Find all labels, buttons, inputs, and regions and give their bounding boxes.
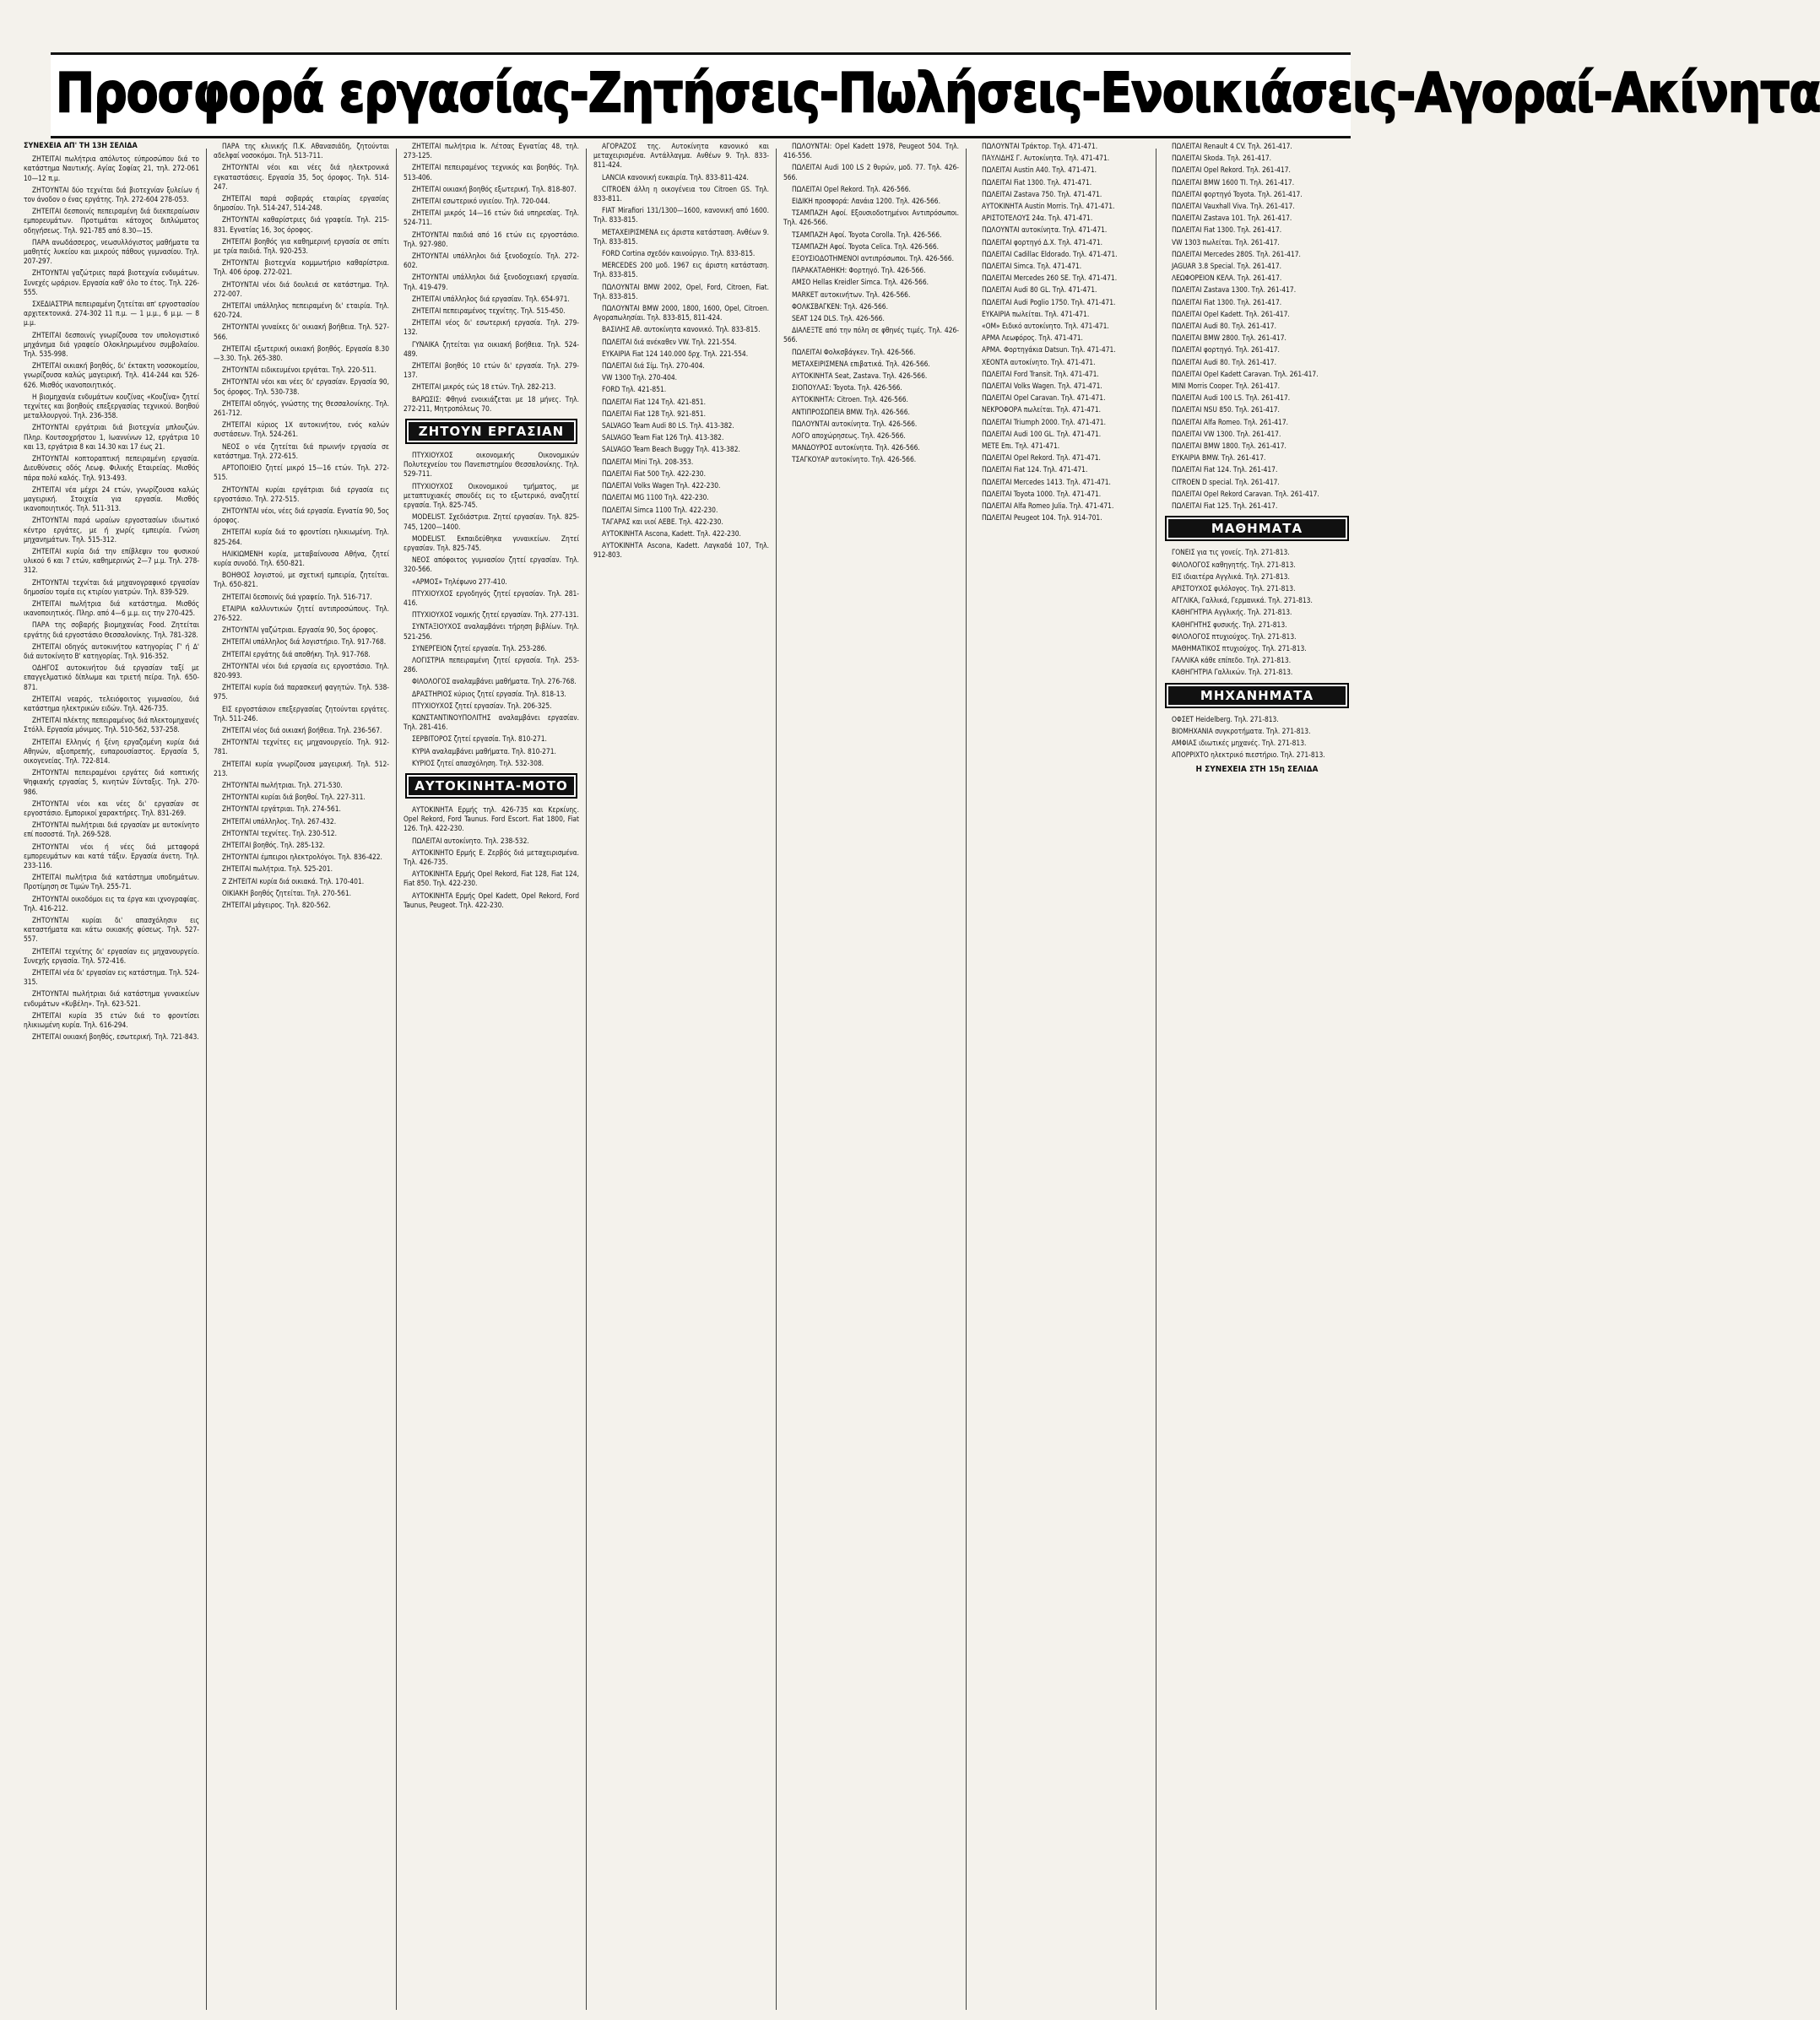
classified-ad: ΠΩΛΕΙΤΑΙ Audi 100 LS. Τηλ. 261-417. xyxy=(1172,393,1291,403)
classified-ad: ΠΩΛΕΙΤΑΙ BMW 2800. Τηλ. 261-417. xyxy=(1172,333,1286,343)
classified-ad: ΜΟDELIST. Σχεδιάστρια. Ζητεί εργασίαν. Τηλ. 825-745, 1200—1400. xyxy=(404,512,579,531)
classified-ad: SALVAGO Team Fiat 126 Τηλ. 413-382. xyxy=(602,433,724,442)
classified-ad: ΖΗΤΟΥΝΤΑΙ καθαρίστριες διά γραφεία. Τηλ. 215-831. Εγνατίας 16, 3ος όροφος. xyxy=(214,215,389,234)
classified-ad: ΝΕΟΣ απόφοιτος γυμνασίου ζητεί εργασίαν. Τηλ. 320-566. xyxy=(404,555,579,574)
classified-ad: ΖΗΤΟΥΝΤΑΙ ειδικευμένοι εργάται. Τηλ. 220-511. xyxy=(222,366,376,375)
classified-ad: ΖΗΤΕΙΤΑΙ κυρία γνωρίζουσα μαγειρική. Τηλ. 512-213. xyxy=(214,759,389,777)
classified-ad: ΝΕΟΣ ο νέα ζητείται διά πρωινήν εργασία σε κατάστημα. Τηλ. 272-615. xyxy=(214,441,389,460)
classified-ad: ΠΩΛΕΙΤΑΙ MG 1100 Τηλ. 422-230. xyxy=(602,493,709,502)
classifieds-columns xyxy=(0,142,1351,2020)
classified-ad: ΠΩΛΕΙΤΑΙ Opel Rekord. Τηλ. 471-471. xyxy=(982,453,1101,463)
classified-ad: ΠΩΛΟΥΝΤΑΙ αυτοκίνητα. Τηλ. 471-471. xyxy=(982,225,1108,235)
classified-ad: ΜΟDELIST. Εκπαιδεύθηκα γυναικείων. Ζητεί εργασίαν. Τηλ. 825-745. xyxy=(404,533,579,552)
classified-ad: ΖΗΤΟΥΝΤΑΙ βιοτεχνία κομμωτήριο καθαρίστρια. Τηλ. 406 όροφ. 272-021. xyxy=(214,258,389,277)
column-rule xyxy=(586,149,587,2010)
classified-ad: ΠΩΛΕΙΤΑΙ Skoda. Τηλ. 261-417. xyxy=(1172,154,1272,163)
column-5 xyxy=(783,142,959,2012)
classified-ad: ΠΩΛΕΙΤΑΙ Opel Caravan. Τηλ. 471-471. xyxy=(982,393,1106,403)
classified-ad: ΚΑΘΗΓΗΤΗΣ φυσικής. Τηλ. 271-813. xyxy=(1172,620,1287,629)
classified-ad: ΠΩΛΕΙΤΑΙ Fiat 124. Τηλ. 471-471. xyxy=(982,465,1088,474)
classified-ad: ΖΗΤΕΙΤΑΙ νέος δι' εσωτερική εργασία. Τηλ. 279-132. xyxy=(404,318,579,337)
column-4 xyxy=(593,142,769,2012)
classified-ad: ΣΕΡΒΙΤΟΡΟΣ ζητεί εργασία. Τηλ. 810-271. xyxy=(412,734,547,744)
classified-ad: ΠΩΛΟΥΝΤΑΙ Τράκτορ. Τηλ. 471-471. xyxy=(982,142,1098,150)
classified-ad: FORD Cortina σχεδόν καινούργιο. Τηλ. 833-815. xyxy=(602,249,756,258)
classified-ad: ΠΑΡΑ της σοβαρής βιομηχανίας Food. Ζητείται εργάτης διά εργοστάσιο Θεσσαλονίκης. Τηλ. 781-328. xyxy=(24,620,199,639)
classified-ad: ΕΥΚΑΙΡΙΑ Fiat 124 140.000 δρχ. Τηλ. 221-554. xyxy=(602,349,749,358)
classified-ad: ΑΥΤΟΚΙΝΗΤΟ Ερμής Ε. Ζερβός διά μεταχειρισμένα. Τηλ. 426-735. xyxy=(404,848,579,866)
classified-ad: ΖΗΤΕΙΤΑΙ βοηθός για καθημερινή εργασία σε σπίτι με τρία παιδιά. Τηλ. 920-253. xyxy=(214,236,389,256)
classified-ad: ΖΗΤΕΙΤΑΙ πεπειραμένος τεχνικός και βοηθός. Τηλ. 513-406. xyxy=(404,163,579,181)
classified-ad: ΑΡΙΣΤΟΥΧΟΣ φιλόλογος. Τηλ. 271-813. xyxy=(1172,583,1296,593)
classified-ad: ΠΩΛΕΙΤΑΙ Alfa Romeo. Τηλ. 261-417. xyxy=(1172,417,1289,426)
classified-ad: ΖΗΤΟΥΝΤΑΙ εργάτριαι. Τηλ. 274-561. xyxy=(222,804,341,814)
classified-ad: ΠΩΛΟΥΝΤΑΙ BMW 2002, Opel, Ford, Citroen, Fiat. Τηλ. 833-815. xyxy=(593,282,769,301)
classified-ad: ΛΟΓΟ αποχώρησεως. Τηλ. 426-566. xyxy=(792,431,906,441)
classified-ad: ΝΕΚΡΟΦΟΡΑ πωλείται. Τηλ. 471-471. xyxy=(982,405,1102,414)
classified-ad: ΖΗΤΕΙΤΑΙ νέα μέχρι 24 ετών, γνωρίζουσα καλώς μαγειρική. Στοιχεία για εργασία. Μισθός ικανοποιητικός. Τηλ. 511-313. xyxy=(24,485,199,513)
classified-ad: ΚΑΘΗΓΗΤΡΙΑ Αγγλικής. Τηλ. 271-813. xyxy=(1172,608,1292,617)
column-rule xyxy=(776,149,777,2010)
classified-ad: ΕΙΣ εργοστάσιον επεξεργασίας ζητούνται εργάτες. Τηλ. 511-246. xyxy=(214,704,389,723)
classified-ad: ΠΩΛΕΙΤΑΙ VW 1300. Τηλ. 261-417. xyxy=(1172,429,1281,438)
classified-ad: ΟΙΚΙΑΚΗ βοηθός ζητείται. Τηλ. 270-561. xyxy=(222,888,352,897)
classified-ad: ΖΗΤΕΙΤΑΙ δεσποινίς γνωρίζουσα τον υπολογιστικό μηχάνημα διά γραφείο Ολοκληρωμένου συμβολαίου. Τηλ. 535-998. xyxy=(24,330,199,359)
classified-ad: ΖΗΤΕΙΤΑΙ παρά σοβαράς εταιρίας εργασίας δημοσίου. Τηλ. 514-247, 514-248. xyxy=(214,194,389,213)
classified-ad: CITROEN άλλη η οικογένεια του Citroen GS. Τηλ. 833-811. xyxy=(593,184,769,203)
classified-ad: ΠΩΛΕΙΤΑΙ Zastava 1300. Τηλ. 261-417. xyxy=(1172,285,1297,295)
classified-ad: FORD Τηλ. 421-851. xyxy=(602,385,667,394)
classified-ad: ΤΣΑΜΠΑΖΗ Αφοί. Toyota Celica. Τηλ. 426-566. xyxy=(792,241,940,251)
classified-ad: ΖΗΤΕΙΤΑΙ κυρία 35 ετών διά το φροντίσει ηλικιωμένη κυρία. Τηλ. 616-294. xyxy=(24,1010,199,1030)
classified-ad: ΖΗΤΟΥΝΤΑΙ γαζώτριες παρά βιοτεχνία ενδυμάτων. Συνεχές ωράριον. Εργασία καθ' όλο το έτος. Τηλ. 226-555. xyxy=(24,268,199,296)
classified-ad: ΑΓΟΡΑΖΟΣ της. Αυτοκίνητα κανονικό και μεταχειρισμένα. Αντάλλαγμα. Ανθέων 9. Τηλ. 833-811-424. xyxy=(593,142,769,170)
classified-ad: ΖΗΤΟΥΝΤΑΙ παιδιά από 16 ετών εις εργοστάσιο. Τηλ. 927-980. xyxy=(404,230,579,248)
classified-ad: ΖΗΤΟΥΝΤΑΙ έμπειροι ηλεκτρολόγοι. Τηλ. 836-422. xyxy=(222,853,382,862)
classified-ad: ΖΗΤΕΙΤΑΙ μικρός 14—16 ετών διά υπηρεσίας. Τηλ. 524-711. xyxy=(404,208,579,227)
classified-ad: ΠΩΛΕΙΤΑΙ Φολκσβάγκεν. Τηλ. 426-566. xyxy=(792,347,916,356)
classified-ad: ΠΩΛΕΙΤΑΙ Fiat 500 Τηλ. 422-230. xyxy=(602,468,706,478)
classified-ad: ΠΩΛΕΙΤΑΙ Cadillac Eldorado. Τηλ. 471-471. xyxy=(982,249,1118,258)
classified-ad: ΑΡΤΟΠΟΙΕΙΟ ζητεί μικρό 15—16 ετών. Τηλ. 272-515. xyxy=(214,463,389,482)
classified-ad: ΑΠΟΡΡΙΧΤΟ ηλεκτρικό πιεστήριο. Τηλ. 271-813. xyxy=(1172,750,1325,760)
section-heading: ΜΑΘΗΜΑΤΑ xyxy=(1165,516,1349,541)
classified-ad: ΖΗΤΕΙΤΑΙ μάγειρος. Τηλ. 820-562. xyxy=(222,901,331,910)
classified-ad: ΦΙΛΟΛΟΓΟΣ αναλαμβάνει μαθήματα. Τηλ. 276-768. xyxy=(412,677,577,686)
classified-ad: ΠΩΛΕΙΤΑΙ Ford Transit. Τηλ. 471-471. xyxy=(982,369,1099,378)
classified-ad: ΗΛΙΚΙΩΜΕΝΗ κυρία, μεταβαίνουσα Αθήνα, ζητεί κυρία συνοδό. Τηλ. 650-821. xyxy=(214,549,389,567)
classified-ad: ΟΔΗΓΟΣ αυτοκινήτου διά εργασίαν ταξί με επαγγελματικό δίπλωμα και τριετή πείρα. Τηλ. 650-871. xyxy=(24,663,199,691)
classified-ad: ΠΩΛΕΙΤΑΙ Mercedes 280S. Τηλ. 261-417. xyxy=(1172,249,1301,258)
classified-ad: ΠΩΛΕΙΤΑΙ NSU 850. Τηλ. 261-417. xyxy=(1172,405,1280,414)
classified-ad: ΠΩΛΕΙΤΑΙ Opel Rekord. Τηλ. 261-417. xyxy=(1172,165,1291,175)
classified-ad: ΑΥΤΟΚΙΝΗΤΑ Seat, Zastava. Τηλ. 426-566. xyxy=(792,371,928,381)
classified-ad: LANCIA κανονική ευκαιρία. Τηλ. 833-811-424. xyxy=(602,172,749,181)
classified-ad: ΖΗΤΕΙΤΑΙ υπάλληλος πεπειραμένη δι' εταιρία. Τηλ. 620-724. xyxy=(214,301,389,320)
classified-ad: ΠΩΛΕΙΤΑΙ Vauxhall Viva. Τηλ. 261-417. xyxy=(1172,202,1295,211)
classified-ad: SALVAGO Team Audi 80 LS. Τηλ. 413-382. xyxy=(602,421,734,431)
classified-ad: ΖΗΤΕΙΤΑΙ πωλήτρια απόλυτος εύπροσώπου διά το κατάστημα Ναυτικής. Αγίας Σοφίας 21, τηλ. 272-061 10—12 π.μ. xyxy=(24,154,199,182)
classified-ad: ΖΗΤΕΙΤΑΙ νέα δι' εργασίαν εις κατάστημα. Τηλ. 524-315. xyxy=(24,968,199,987)
classified-ad: ΜΕΤΕ Επι. Τηλ. 471-471. xyxy=(982,441,1060,451)
classified-ad: ΦΙΛΟΛΟΓΟΣ καθηγητής. Τηλ. 271-813. xyxy=(1172,560,1296,569)
classified-ad: ΖΗΤΕΙΤΑΙ υπάλληλος διά εργασίαν. Τηλ. 654-971. xyxy=(412,294,570,303)
classified-ad: ΠΩΛΕΙΤΑΙ Zastava 750. Τηλ. 471-471. xyxy=(982,189,1102,198)
classified-ad: ΖΗΤΟΥΝΤΑΙ νέοι και νέες δι' εργασίαν. Εργασία 90, 5ος όροφος. Τηλ. 530-738. xyxy=(214,377,389,396)
classified-ad: ΠΑΡΑΚΑΤΑΘΗΚΗ: Φορτηγό. Τηλ. 426-566. xyxy=(792,266,926,275)
classified-ad: ΜARKET αυτοκινήτων. Τηλ. 426-566. xyxy=(792,290,911,299)
classified-ad: ΠΩΛΕΙΤΑΙ Fiat 1300. Τηλ. 261-417. xyxy=(1172,297,1282,306)
classified-ad: ΖΗΤΟΥΝΤΑΙ υπάλληλοι διά ξενοδοχειακή εργασία. Τηλ. 419-479. xyxy=(404,273,579,291)
classified-ad: ΑΥΤΟΚΙΝΗΤΑ Ερμής τηλ. 426-735 και Κερκίνης. Opel Rekord, Ford Taunus. Ford Escort. Fiat 1800, Fiat 126. Τηλ. 422-230. xyxy=(404,804,579,833)
classified-ad: ΖΗΤΕΙΤΑΙ πωλήτρια. Τηλ. 525-201. xyxy=(222,864,333,874)
classified-ad: ΒΙΟΜΗΧΑΝΙΑ συγκροτήματα. Τηλ. 271-813. xyxy=(1172,726,1311,735)
classified-ad: ΠΩΛΕΙΤΑΙ φορτηγό. Τηλ. 261-417. xyxy=(1172,345,1280,355)
classified-ad: ΜΑΘΗΜΑΤΙΚΟΣ πτυχιούχος. Τηλ. 271-813. xyxy=(1172,643,1307,653)
classified-ad: ΑΥΤΟΚΙΝΗΤΑ Ερμής Opel Rekord, Fiat 128, Fiat 124, Fiat 850. Τηλ. 422-230. xyxy=(404,869,579,888)
classified-ad: ΓΥΝΑΙΚΑ ζητείται για οικιακή βοήθεια. Τηλ. 524-489. xyxy=(404,339,579,358)
classified-ad: ΖΗΤΟΥΝΤΑΙ γαζώτριαι. Εργασία 90, 5ος όροφος. xyxy=(222,625,378,635)
classified-ad: ΖΗΤΟΥΝΤΑΙ υπάλληλοι διά ξενοδοχείο. Τηλ. 272-602. xyxy=(404,252,579,270)
classified-ad: ΠΩΛΕΙΤΑΙ Opel Rekord Caravan. Τηλ. 261-417. xyxy=(1172,489,1319,498)
classified-ad: ΠΩΛΕΙΤΑΙ Volks Wagen Τηλ. 422-230. xyxy=(602,481,721,490)
classified-ad: ΠΩΛΕΙΤΑΙ Opel Rekord. Τηλ. 426-566. xyxy=(792,184,911,193)
classified-ad: ΕΥΚΑΙΡΙΑ πωλείται. Τηλ. 471-471. xyxy=(982,309,1090,318)
classified-ad: CITROEN D special. Τηλ. 261-417. xyxy=(1172,477,1280,486)
classified-ad: ΠΩΛΕΙΤΑΙ φορτηγό Toyota. Τηλ. 261-417. xyxy=(1172,189,1303,198)
classified-ad: ΠΩΛΕΙΤΑΙ διά Σίμ. Τηλ. 270-404. xyxy=(602,361,705,371)
classified-ad: ΠΩΛΕΙΤΑΙ BMW 1800. Τηλ. 261-417. xyxy=(1172,441,1286,451)
classified-ad: ΖΗΤΟΥΝΤΑΙ πεπειραμένοι εργάτες διά κοπτικής Ψηφιακής εργασίας 5, κινητών Σύνταξις. Τηλ. 270-986. xyxy=(24,768,199,796)
classified-ad: ΖΗΤΕΙΤΑΙ οικιακή βοηθός, εσωτερική. Τηλ. 721-843. xyxy=(32,1032,199,1042)
classified-ad: ΠΩΛΕΙΤΑΙ Volks Wagen. Τηλ. 471-471. xyxy=(982,382,1102,391)
classified-ad: ΠΩΛΕΙΤΑΙ Triumph 2000. Τηλ. 471-471. xyxy=(982,417,1106,426)
classified-ad: ΖΗΤΟΥΝΤΑΙ τεχνίται διά μηχανογραφικό εργασίαν δημοσίου τομέα εις κτιρίου γιατρών. Τηλ. 839-529. xyxy=(24,577,199,596)
classified-ad: ΖΗΤΕΙΤΑΙ οικιακή βοηθός, δι' έκτακτη νοσοκομείου, γνωρίζουσα καλώς μαγειρική. Τηλ. 414-244 και 526-626. Μισθός ικανοποιητικός. xyxy=(24,361,199,389)
classified-ad: ΔΡΑΣΤΗΡΙΟΣ κύριος ζητεί εργασία. Τηλ. 818-13. xyxy=(412,689,566,698)
classified-ad: ΖΗΤΕΙΤΑΙ τεχνίτης δι' εργασίαν εις μηχανουργείο. Συνεχής εργασία. Τηλ. 572-416. xyxy=(24,946,199,965)
classified-ad: ΖΗΤΟΥΝΤΑΙ πωλήτριαι διά κατάστημα γυναικείων ενδυμάτων «Κυβέλη». Τηλ. 623-521. xyxy=(24,989,199,1008)
classified-ad: VW 1300 Τηλ. 270-404. xyxy=(602,373,678,382)
classified-ad: MERCEDES 200 μοδ. 1967 εις άριστη κατάσταση. Τηλ. 833-815. xyxy=(593,261,769,279)
classified-ad: «ΑΡΜΟΣ» Τηλέφωνο 277-410. xyxy=(412,577,507,586)
classified-ad: ΖΗΤΟΥΝΤΑΙ πωλήτριαι. Τηλ. 271-530. xyxy=(222,780,343,789)
classified-ad: ΒΑΣΙΛΗΣ Αθ. αυτοκίνητα κανονικό. Τηλ. 833-815. xyxy=(602,325,761,334)
classified-ad: ΖΗΤΕΙΤΑΙ υπάλληλος διά λογιστήριο. Τηλ. 917-768. xyxy=(222,637,387,647)
classified-ad: ΖΗΤΕΙΤΑΙ νέος διά οικιακή βοήθεια. Τηλ. 236-567. xyxy=(222,725,382,734)
classified-ad: ΖΗΤΕΙΤΑΙ πλέκτης πεπειραμένος διά πλεκτομηχανές Στόλλ. Εργασία μόνιμος. Τηλ. 510-562, 537-258. xyxy=(24,716,199,734)
classified-ad: ΖΗΤΟΥΝΤΑΙ κυρίαι εργάτριαι διά εργασία εις εργοστάσιο. Τηλ. 272-515. xyxy=(214,485,389,503)
classified-ad: ΜΕΤΑΧΕΙΡΙΣΜΕΝΑ επιβατικά. Τηλ. 426-566. xyxy=(792,359,930,368)
classified-ad: ΚΑΘΗΓΗΤΡΙΑ Γαλλικών. Τηλ. 271-813. xyxy=(1172,668,1293,677)
classified-ad: ΠΩΛΕΙΤΑΙ διά ανέκαθεν VW. Τηλ. 221-554. xyxy=(602,337,737,346)
classified-ad: ΠΩΛΕΙΤΑΙ Mercedes 260 SE. Τηλ. 471-471. xyxy=(982,273,1118,283)
classified-ad: ΖΗΤΕΙΤΑΙ οδηγός αυτοκινήτου κατηγορίας Γ' ή Δ' διά αυτοκίνητο Β' κατηγορίας. Τηλ. 916-352. xyxy=(24,642,199,660)
banner-title: Προσφορά εργασίας-Ζητήσεις-Πωλήσεις-Ενοικιάσεις-Αγοραί-Ακίνητα xyxy=(56,62,1820,125)
classified-ad: ΖΗΤΟΥΝΤΑΙ τεχνίτες εις μηχανουργείο. Τηλ. 912-781. xyxy=(214,738,389,756)
section-heading: ΑΥΤΟΚΙΝΗΤΑ-ΜΟΤΟ xyxy=(405,773,577,799)
classified-ad: ΠΤΥΧΙΟΥΧΟΣ ζητεί εργασίαν. Τηλ. 206-325. xyxy=(412,701,552,710)
classified-ad: ΠΩΛΕΙΤΑΙ Renault 4 CV. Τηλ. 261-417. xyxy=(1172,142,1292,150)
classified-ad: ΖΗΤΕΙΤΑΙ κύριος 1Χ αυτοκινήτου, ενός καλών συστάσεων. Τηλ. 524-261. xyxy=(214,420,389,439)
continued-from-label: ΣΥΝΕΧΕΙΑ ΑΠ' ΤΗ 13Η ΣΕΛΙΔΑ xyxy=(24,142,138,150)
classified-ad: ΖΗΤΟΥΝΤΑΙ νέοι ή νέες διά μεταφορά εμπορευμάτων και κατά τάξιν. Εργασία άνετη. Τηλ. 233-116. xyxy=(24,842,199,870)
classified-ad: ΖΗΤΕΙΤΑΙ πεπειραμένος τεχνίτης. Τηλ. 515-450. xyxy=(412,306,566,316)
classified-ad: ΖΗΤΟΥΝΤΑΙ γυναίκες δι' οικιακή βοήθεια. Τηλ. 527-566. xyxy=(214,322,389,341)
classified-ad: ΖΗΤΕΙΤΑΙ οικιακή βοηθός εξωτερική. Τηλ. 818-807. xyxy=(412,184,577,193)
classified-ad: ΖΗΤΕΙΤΑΙ υπάλληλος. Τηλ. 267-432. xyxy=(222,816,337,826)
classified-ad: ΖΗΤΟΥΝΤΑΙ κυρίαι διά βοηθοί. Τηλ. 227-311. xyxy=(222,793,366,802)
classified-ad: ΠΩΛΟΥΝΤΑΙ BMW 2000, 1800, 1600, Opel, Citroen. Αγοραπωλησίαι. Τηλ. 833-815, 811-424. xyxy=(593,304,769,322)
classified-ad: ΠΤΥΧΙΟΥΧΟΣ Οικονομικού τμήματος, με μεταπτυχιακές σπουδές εις το εξωτερικό, αναζητεί εργασία. Τηλ. 825-745. xyxy=(404,481,579,510)
classified-ad: ΖΗΤΟΥΝΤΑΙ τεχνίτες. Τηλ. 230-512. xyxy=(222,828,337,837)
classified-ad: ΤΣΑΜΠΑΖΗ Αφοί. Εξουσιοδοτημένοι Αντιπρόσωποι. Τηλ. 426-566. xyxy=(783,208,959,227)
classified-ad: ΑΥΤΟΚΙΝΗΤΑ Ascona, Kadett. Τηλ. 422-230. xyxy=(602,528,741,538)
classified-ad: ΖΗΤΕΙΤΑΙ κυρία διά το φροντίσει ηλικιωμένη. Τηλ. 825-264. xyxy=(214,528,389,546)
classified-ad: ΖΗΤΟΥΝΤΑΙ κοπτοραπτική πεπειραμένη εργασία. Διευθύνσεις οδός Λεωφ. Φιλικής Εταιρείας. Μισθός πάρα πολύ καλός. Τηλ. 913-493. xyxy=(24,454,199,482)
classified-ad: Η βιομηχανία ενδυμάτων κουζίνας «Κουζίνα» ζητεί τεχνίτες και βοηθούς επεξεργασίας τεχνικού. Βοηθού μεταλλουργού. Τηλ. 236-358. xyxy=(24,392,199,420)
classified-ad: ΣΧΕΔΙΑΣΤΡΙΑ πεπειραμένη ζητείται απ' εργοστασίου αρχιτεκτονικά. 274-302 11 π.μ. — 1 μ.μ., 6 μ.μ. — 8 μ.μ. xyxy=(24,300,199,328)
classified-ad: ΠΩΛΕΙΤΑΙ Fiat 125. Τηλ. 261-417. xyxy=(1172,501,1278,511)
classified-ad: ΠΩΛΕΙΤΑΙ Simca 1100 Τηλ. 422-230. xyxy=(602,505,718,514)
classified-ad: FIAT Mirafiori 131/1300—1600, κανονική από 1600. Τηλ. 833-815. xyxy=(593,206,769,225)
classified-ad: ΜΑΝΔΟΥΡΟΣ αυτοκίνητα. Τηλ. 426-566. xyxy=(792,443,920,452)
classified-ad: ΕΥΚΑΙΡΙΑ BMW. Τηλ. 261-417. xyxy=(1172,453,1266,463)
classified-ad: ΠΩΛΕΙΤΑΙ Mercedes 1413. Τηλ. 471-471. xyxy=(982,477,1111,486)
classified-ad: ΦΟΛΚΣΒΑΓΚΕΝ: Τηλ. 426-566. xyxy=(792,301,888,311)
classified-ad: ΕΙΣ ιδιαιτέρα Αγγλικά. Τηλ. 271-813. xyxy=(1172,571,1290,581)
classified-ad: ΣΥΝΕΡΓΕΙΟΝ ζητεί εργασία. Τηλ. 253-286. xyxy=(412,643,547,653)
classified-ad: ΠΩΛΕΙΤΑΙ Simca. Τηλ. 471-471. xyxy=(982,262,1082,271)
classified-ad: ΠΩΛΕΙΤΑΙ Alfa Romeo Julia. Τηλ. 471-471. xyxy=(982,501,1114,511)
classified-ad: ΖΗΤΕΙΤΑΙ εργάτης διά αποθήκη. Τηλ. 917-768. xyxy=(222,649,371,658)
classified-ad: ΖΗΤΟΥΝΤΑΙ νέοι και νέες δι' εργασίαν σε εργοστάσιο. Εμπορικοί χαρακτήρες. Τηλ. 831-269. xyxy=(24,799,199,817)
continued-on-label: Η ΣΥΝΕΧΕΙΑ ΣΤΗ 15η ΣΕΛΙΔΑ xyxy=(1195,765,1319,775)
classified-ad: ΓΑΛΛΙΚΑ κάθε επίπεδο. Τηλ. 271-813. xyxy=(1172,656,1292,665)
classified-ad: ΖΗΤΕΙΤΑΙ δεσποινίς διά γραφείο. Τηλ. 516-717. xyxy=(222,592,372,601)
section-banner xyxy=(51,52,1820,138)
classified-ad: ΠΩΛΕΙΤΑΙ Audi 100 GL. Τηλ. 471-471. xyxy=(982,429,1102,438)
classified-ad: ΖΗΤΕΙΤΑΙ εξωτερική οικιακή βοηθός. Εργασία 8.30—3.30. Τηλ. 265-380. xyxy=(214,344,389,363)
classified-ad: ΠΩΛΕΙΤΑΙ Fiat 1300. Τηλ. 471-471. xyxy=(982,177,1092,187)
classified-ad: ΤΑΓΑΡΑΣ και υιοί ΑΕΒΕ. Τηλ. 422-230. xyxy=(602,517,723,526)
classified-ad: JAGUAR 3.8 Special. Τηλ. 261-417. xyxy=(1172,262,1282,271)
classified-ad: ΖΗΤΟΥΝΤΑΙ δύο τεχνίται διά βιοτεχνίαν ξυλείων ή τον άνοδον ο ένας εργάτης. Τηλ. 272-604 278-053. xyxy=(24,185,199,204)
classified-ad: ΑΜΣΟ Hellas Kreidler Simca. Τηλ. 426-566. xyxy=(792,278,929,287)
classified-ad: ΠΩΛΟΥΝΤΑΙ αυτοκίνητα. Τηλ. 426-566. xyxy=(792,419,918,428)
classified-ad: SALVAGO Team Beach Buggy Τηλ. 413-382. xyxy=(602,445,740,454)
classified-ad: ΑΓΓΛΙΚΑ, Γαλλικά, Γερμανικά. Τηλ. 271-813. xyxy=(1172,596,1313,605)
classified-ad: ΑΜΦΙΑΣ ιδιωτικές μηχανές. Τηλ. 271-813. xyxy=(1172,738,1307,747)
classified-ad: ΖΗΤΕΙΤΑΙ βοηθός 10 ετών δι' εργασία. Τηλ. 279-137. xyxy=(404,361,579,380)
section-heading: ΜΗΧΑΝΗΜΑΤΑ xyxy=(1165,683,1349,708)
column-2 xyxy=(214,142,389,2012)
classified-ad: ΖΗΤΕΙΤΑΙ οδηγός, γνώστης της Θεσσαλονίκης. Τηλ. 261-712. xyxy=(214,398,389,418)
classified-ad: ΑΡΙΣΤΟΤΕΛΟΥΣ 24α. Τηλ. 471-471. xyxy=(982,214,1093,223)
classified-ad: «ΟΜ» Ειδικό αυτοκίνητο. Τηλ. 471-471. xyxy=(982,322,1109,331)
classified-ad: ΜΕΤΑΧΕΙΡΙΣΜΕΝΑ εις άριστα κατάσταση. Ανθέων 9. Τηλ. 833-815. xyxy=(593,227,769,246)
classified-ad: ΖΗΤΟΥΝΤΑΙ νέοι διά δουλειά σε κατάστημα. Τηλ. 272-007. xyxy=(214,279,389,298)
classified-ad: ΑΥΤΟΚΙΝΗΤΑ Ερμής Opel Kadett, Opel Rekord, Ford Taunus, Peugeot. Τηλ. 422-230. xyxy=(404,891,579,909)
classified-ad: ΑΥΤΟΚΙΝΗΤΑ Austin Morris. Τηλ. 471-471. xyxy=(982,202,1115,211)
classified-ad: ΠΩΛΕΙΤΑΙ Peugeot 104. Τηλ. 914-701. xyxy=(982,513,1102,523)
classified-ad: ΠΑΡΑ ανωδάσσερος, νεωσυλλόγιστος μαθήματα τα μαθητές λυκείου και μικρούς πάθους γυμνασίου. Τηλ. 207-297. xyxy=(24,237,199,266)
classified-ad: ΖΗΤΕΙΤΑΙ κυρία διά παρασκευή φαγητών. Τηλ. 538-975. xyxy=(214,683,389,701)
classified-ad: ΠΩΛΕΙΤΑΙ Opel Kadett Caravan. Τηλ. 261-417. xyxy=(1172,369,1319,378)
classified-ad: ΑΥΤΟΚΙΝΗΤΑ Ascona, Kadett. Λαγκαδά 107, Τηλ. 912-803. xyxy=(593,541,769,560)
classified-ad: Ζ ΖΗΤΕΙΤΑΙ κυρία διά οικιακά. Τηλ. 170-401. xyxy=(222,876,365,885)
classified-ad: ΠΩΛΕΙΤΑΙ Audi 80. Τηλ. 261-417. xyxy=(1172,322,1276,331)
classified-ad: ΠΩΛΕΙΤΑΙ Fiat 128 Τηλ. 921-851. xyxy=(602,409,706,418)
classified-ad: ΖΗΤΕΙΤΑΙ δεσποινίς πεπειραμένη διά διεκπεραίωσιν εμπορευμάτων. Προτιμάται κάτοχος διπλώματος οδηγήσεως. Τηλ. 921-785 από 8.30—15. xyxy=(24,207,199,235)
classified-ad: ΠΑΡΑ της κλινικής Π.Κ. Αθανασιάδη, ζητούνται αδελφαί νοσοκόμοι. Τηλ. 513-711. xyxy=(214,142,389,160)
classified-ad: ΖΗΤΟΥΝΤΑΙ νέοι διά εργασία εις εργοστάσιο. Τηλ. 820-993. xyxy=(214,661,389,680)
classified-ad: ΓΟΝΕΙΣ για τις γονείς. Τηλ. 271-813. xyxy=(1172,548,1290,557)
classified-ad: ΠΤΥΧΙΟΥΧΟΣ οικονομικής Οικονομικών Πολυτεχνείου του Πανεπιστημίου Θεσσαλονίκης. Τηλ. 529-711. xyxy=(404,451,579,479)
classified-ad: ΚΩΝΣΤΑΝΤΙΝΟΥΠΟΛΙΤΗΣ αναλαμβάνει εργασίαν. Τηλ. 281-416. xyxy=(404,712,579,732)
classified-ad: ΠΩΛΕΙΤΑΙ Fiat 1300. Τηλ. 261-417. xyxy=(1172,225,1282,235)
classified-ad: VW 1303 πωλείται. Τηλ. 261-417. xyxy=(1172,237,1280,246)
classified-ad: ΟΦΣΕΤ Heidelberg. Τηλ. 271-813. xyxy=(1172,714,1279,723)
classified-ad: ΠΑΥΛΙΔΗΣ Γ. Αυτοκίνητα. Τηλ. 471-471. xyxy=(982,154,1110,163)
classified-ad: ΠΩΛΕΙΤΑΙ Fiat 124 Τηλ. 421-851. xyxy=(602,397,706,406)
classified-ad: ΤΣΑΜΠΑΖΗ Αφοί. Toyota Corolla. Τηλ. 426-566. xyxy=(792,230,942,239)
classified-ad: ΑΥΤΟΚΙΝΗΤΑ: Citroen. Τηλ. 426-566. xyxy=(792,395,908,404)
classified-ad: ΑΝΤΙΠΡΟΣΩΠΕΙΑ BMW. Τηλ. 426-566. xyxy=(792,407,910,416)
classified-ad: ΖΗΤΟΥΝΤΑΙ εργάτριαι διά βιοτεχνία μπλουζών. Πληρ. Κουτσοχρήστου 1, Ιωαννίνων 12, εργάτρια 10 και 13, εργάτρια 8 και 14.30 και 17 έως 21. xyxy=(24,423,199,451)
column-1 xyxy=(24,142,199,2012)
classified-ad: ΛΟΓΙΣΤΡΙΑ πεπειραμένη ζητεί εργασία. Τηλ. 253-286. xyxy=(404,655,579,674)
column-6 xyxy=(973,142,1149,2012)
classified-ad: ΖΗΤΕΙΤΑΙ πωλήτρια Ικ. Λέτσας Εγνατίας 48, τηλ. 273-125. xyxy=(404,142,579,160)
classified-ad: ΒΑΡΩΣΙΣ: Φθηνά ενοικιάζεται με 18 μήνες. Τηλ. 272-211, Μητροπόλεως 70. xyxy=(404,394,579,413)
classified-ad: ΖΗΤΕΙΤΑΙ πωλήτρια διά κατάστημα υποδημάτων. Προτίμηση σε Τιμών Τηλ. 255-71. xyxy=(24,873,199,891)
classified-ad: SEAT 124 DLS. Τηλ. 426-566. xyxy=(792,314,885,323)
classified-ad: ΖΗΤΟΥΝΤΑΙ νέοι και νέες διά ηλεκτρονικά εγκαταστάσεις. Εργασία 35, 5ος όροφος. Τηλ. 514-247. xyxy=(214,163,389,191)
classified-ad: ΖΗΤΟΥΝΤΑΙ οικοδόμοι εις τα έργα και ιχνογραφίας. Τηλ. 416-212. xyxy=(24,894,199,913)
column-rule xyxy=(206,149,207,2010)
classified-ad: ΕΙΔΙΚΗ προσφορά: Λανάια 1200. Τηλ. 426-566. xyxy=(792,197,940,206)
classified-ad: ΛΕΩΦΟΡΕΙΟΝ ΚΕΛΑ. Τηλ. 261-417. xyxy=(1172,273,1282,283)
classified-ad: ΣΥΝΤΑΞΙΟΥΧΟΣ αναλαμβάνει τήρηση βιβλίων. Τηλ. 521-256. xyxy=(404,622,579,641)
classified-ad: ΚΥΡΙΟΣ ζητεί απασχόληση. Τηλ. 532-308. xyxy=(412,758,544,767)
classified-ad: ΖΗΤΕΙΤΑΙ πωλήτρια διά κατάστημα. Μισθός ικανοποιητικός. Πληρ. από 4—6 μ.μ. εις την 270-425. xyxy=(24,598,199,618)
classified-ad: ΖΗΤΟΥΝΤΑΙ πωλήτριαι διά εργασίαν με αυτοκίνητο επί ποσοστά. Τηλ. 269-528. xyxy=(24,820,199,839)
classified-ad: ΠΩΛΕΙΤΑΙ φορτηγό Δ.Χ. Τηλ. 471-471. xyxy=(982,237,1103,246)
classified-ad: ΦΙΛΟΛΟΓΟΣ πτυχιούχος. Τηλ. 271-813. xyxy=(1172,631,1297,641)
classified-ad: ΖΗΤΕΙΤΑΙ βοηθός. Τηλ. 285-132. xyxy=(222,841,325,849)
section-heading: ΖΗΤΟΥΝ ΕΡΓΑΣΙΑΝ xyxy=(405,419,577,444)
classified-ad: ΠΩΛΕΙΤΑΙ Austin A40. Τηλ. 471-471. xyxy=(982,165,1097,175)
classified-ad: ΖΗΤΟΥΝΤΑΙ παρά ωραίων εργοστασίων ιδιωτικό κέντρο εργάτες, με ή χωρίς εμπειρία. Γνώση μηχανημάτων. Τηλ. 515-312. xyxy=(24,516,199,544)
classified-ad: ΕΞΟΥΣΙΟΔΟΤΗΜΕΝΟΙ αντιπρόσωποι. Τηλ. 426-566. xyxy=(792,254,954,263)
classified-ad: ΚΥΡΙΑ αναλαμβάνει μαθήματα. Τηλ. 810-271. xyxy=(412,746,556,755)
classified-ad: ΑΡΜΑ. Φορτηγάκια Datsun. Τηλ. 471-471. xyxy=(982,345,1116,355)
classified-ad: ΖΗΤΕΙΤΑΙ εσωτερικό υγιείου. Τηλ. 720-044. xyxy=(412,197,550,206)
classified-ad: ΠΩΛΕΙΤΑΙ Audi 80 GL. Τηλ. 471-471. xyxy=(982,285,1097,295)
classified-ad: ΖΗΤΕΙΤΑΙ μικρός εώς 18 ετών. Τηλ. 282-213. xyxy=(412,382,556,392)
classified-ad: MINI Morris Cooper. Τηλ. 261-417. xyxy=(1172,382,1281,391)
classified-ad: ΠΩΛΕΙΤΑΙ Fiat 124. Τηλ. 261-417. xyxy=(1172,465,1278,474)
classified-ad: ΕΤΑΙΡΙΑ καλλυντικών ζητεί αντιπροσώπους. Τηλ. 276-522. xyxy=(214,604,389,622)
classified-ad: ΠΩΛΕΙΤΑΙ Audi Poglio 1750. Τηλ. 471-471. xyxy=(982,297,1116,306)
classified-ad: ΑΡΜΑ Λεωφόρος. Τηλ. 471-471. xyxy=(982,333,1083,343)
classified-ad: ΠΩΛΕΙΤΑΙ αυτοκίνητο. Τηλ. 238-532. xyxy=(412,836,529,845)
classified-ad: ΖΗΤΟΥΝΤΑΙ νέοι, νέες διά εργασία. Εγνατία 90, 5ος όροφος. xyxy=(214,506,389,525)
classified-ad: ΔΙΑΛΕΞΤΕ από την πόλη σε φθηνές τιμές. Τηλ. 426-566. xyxy=(783,326,959,344)
classified-ad: ΠΩΛΕΙΤΑΙ Audi 100 LS 2 θυρών, μοδ. 77. Τηλ. 426-566. xyxy=(783,163,959,181)
column-7 xyxy=(1163,142,1351,2012)
classified-ad: ΠΩΛΕΙΤΑΙ Opel Kadett. Τηλ. 261-417. xyxy=(1172,309,1290,318)
column-3 xyxy=(404,142,579,2012)
classified-ad: ΤΣΑΓΚΟΥΑΡ αυτοκίνητο. Τηλ. 426-566. xyxy=(792,455,917,464)
classified-ad: ΠΩΛΕΙΤΑΙ Audi 80. Τηλ. 261-417. xyxy=(1172,357,1276,366)
classified-ad: ΠΩΛΕΙΤΑΙ Mini Τηλ. 208-353. xyxy=(602,457,694,466)
column-rule xyxy=(396,149,397,2010)
classified-ad: ΠΩΛΕΙΤΑΙ BMW 1600 TI. Τηλ. 261-417. xyxy=(1172,177,1295,187)
classified-ad: ΠΤΥΧΙΟΥΧΟΣ εργοδηγός ζητεί εργασίαν. Τηλ. 281-416. xyxy=(404,588,579,607)
classified-ad: ΠΩΛΕΙΤΑΙ Toyota 1000. Τηλ. 471-471. xyxy=(982,489,1102,498)
classified-ad: ΣΙΟΠΟΥΛΑΣ: Toyota. Τηλ. 426-566. xyxy=(792,383,902,393)
classified-ad: ΠΩΛΕΙΤΑΙ Zastava 101. Τηλ. 261-417. xyxy=(1172,214,1292,223)
column-rule xyxy=(966,149,967,2010)
classified-ad: ΖΗΤΕΙΤΑΙ νεαρός, τελειόφοιτος γυμνασίου, διά κατάστημα ηλεκτρικών ειδών. Τηλ. 426-735. xyxy=(24,694,199,712)
classified-ad: ΒΟΗΘΟΣ λογιστού, με σχετική εμπειρία, ζητείται. Τηλ. 650-821. xyxy=(214,571,389,589)
classified-ad: ΖΗΤΕΙΤΑΙ Ελληνίς ή ξένη εργαζομένη κυρία διά Αθηνών, αξιοπρεπής, ευπαρουσίαστος. Εργασία 5, οικογενείας. Τηλ. 722-814. xyxy=(24,737,199,765)
classified-ad: ΧΕΟΝΤΑ αυτοκίνητο. Τηλ. 471-471. xyxy=(982,357,1096,366)
classified-ad: ΖΗΤΟΥΝΤΑΙ κυρίαι δι' απασχόλησιν εις καταστήματα και κάτω οικιακής φύσεως. Τηλ. 527-557. xyxy=(24,916,199,944)
classified-ad: ΠΩΛΟΥΝΤΑΙ: Opel Kadett 1978, Peugeot 504. Τηλ. 416-556. xyxy=(783,142,959,160)
classified-ad: ΠΤΥΧΙΟΥΧΟΣ νομικής ζητεί εργασίαν. Τηλ. 277-131. xyxy=(412,610,579,620)
classified-ad: ΖΗΤΕΙΤΑΙ κυρία διά την επίβλεψιν του φυσικού υλικού 6 και 7 ετών, καθημερινώς 2—7 μ.μ. Τηλ. 278-312. xyxy=(24,546,199,575)
